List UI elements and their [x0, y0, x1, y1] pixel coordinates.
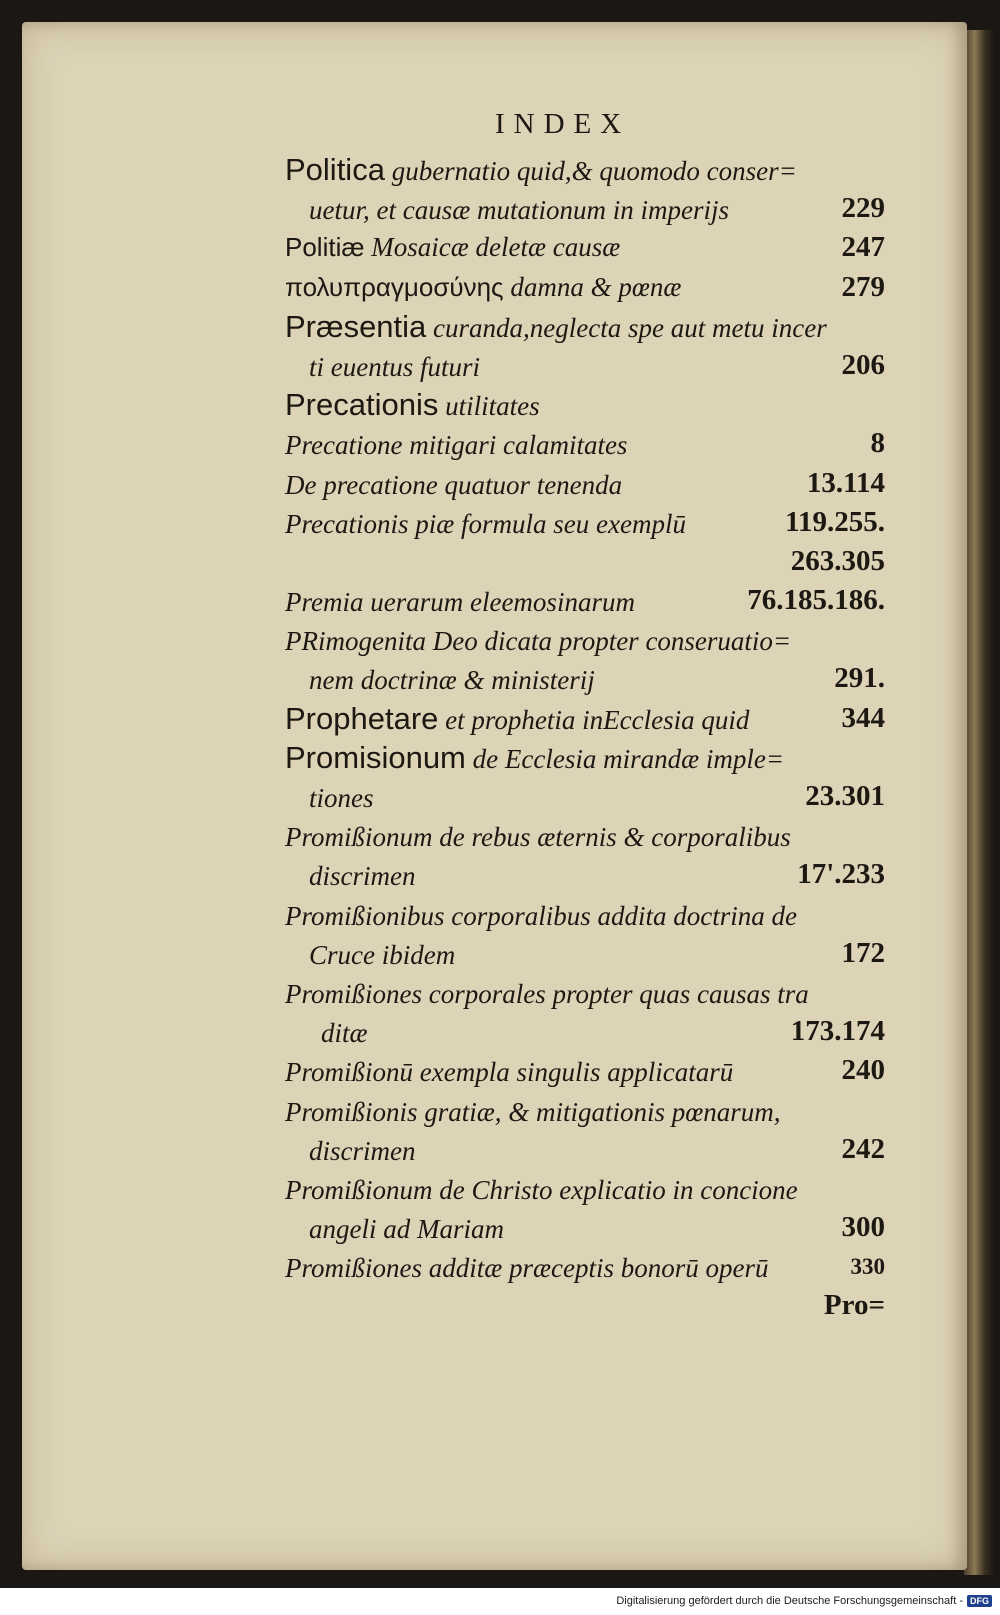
catchword: Pro= [823, 1289, 885, 1322]
index-line [285, 542, 885, 581]
entry-lead: Precationis [285, 387, 439, 423]
entry-page-number: 330 [850, 1254, 885, 1280]
entry-text: de Ecclesia mirandæ imple= [465, 743, 785, 774]
entry-lead: Præsentia [285, 308, 427, 344]
entry-page-number: 240 [841, 1054, 885, 1087]
entry-text: De precatione quatuor tenenda [285, 469, 623, 500]
entry-text: Promißionibus corporalibus addita doctrina de [285, 900, 797, 931]
entry-text: discrimen [309, 1135, 416, 1166]
dfg-logo-icon: DFG [967, 1595, 992, 1607]
index-line [285, 503, 885, 542]
entry-text: damna & pœnæ [503, 271, 682, 302]
entry-text: Precatione mitigari calamitates [285, 430, 628, 461]
index-line [285, 1012, 885, 1051]
index-line [285, 268, 885, 307]
index-line [285, 895, 885, 934]
entry-text: Promißionis gratiæ, & mitigationis pœnarum, [285, 1096, 781, 1127]
index-line [285, 699, 885, 738]
entry-page-number: 13.114 [806, 466, 885, 499]
index-line [285, 934, 885, 973]
index-line [285, 738, 885, 777]
footer-text: Digitalisierung gefördert durch die Deutsche Forschungsgemeinschaft - [616, 1595, 963, 1607]
entry-lead: Politica [285, 152, 385, 187]
entry-text: gubernatio quid,& quomodo conser= [384, 156, 797, 186]
entry-page-number: 8 [870, 427, 885, 460]
entry-text: Promißiones corporales propter quas causas tra [285, 978, 809, 1009]
index-entries [285, 150, 885, 1326]
index-line [285, 1247, 885, 1286]
entry-text: Promißionum de Christo explicatio in concione [285, 1174, 798, 1205]
entry-text: curanda,neglecta spe aut metu incer [426, 312, 827, 343]
entry-page-number: 17'.233 [797, 858, 885, 891]
entry-page-number: 242 [841, 1132, 885, 1165]
entry-lead: Prophetare [285, 700, 439, 736]
index-line [285, 385, 885, 424]
index-line [285, 855, 885, 894]
index-line [285, 346, 885, 385]
entry-text: utilitates [438, 391, 540, 422]
entry-text: discrimen [309, 861, 416, 892]
index-line [285, 228, 885, 267]
entry-lead: Promisionum [285, 739, 466, 775]
index-line [285, 581, 885, 620]
entry-page-number: 173.174 [790, 1015, 885, 1048]
entry-page-number: 172 [841, 936, 885, 969]
entry-text: tiones [309, 783, 374, 813]
index-line [285, 1130, 885, 1169]
entry-page-number: 300 [841, 1211, 885, 1244]
index-line [285, 189, 885, 228]
entry-page-number: 206 [841, 348, 885, 381]
index-line [285, 777, 885, 816]
entry-text: uetur, et causæ mutationum in imperijs [309, 195, 729, 226]
entry-text: ti euentus futuri [309, 351, 480, 382]
index-line [285, 1169, 885, 1208]
entry-text: Cruce ibidem [309, 939, 456, 970]
index-line [285, 150, 885, 189]
entry-page-number: 344 [841, 701, 885, 734]
entry-text: nem doctrinæ & ministerij [309, 665, 595, 696]
entry-page-number: 247 [841, 231, 885, 264]
index-line [285, 307, 885, 346]
entry-page-number: 291. [834, 662, 885, 695]
entry-text: PRimogenita Deo dicata propter conseruatio= [285, 626, 792, 657]
entry-text: Mosaicæ deletæ causæ [364, 232, 621, 263]
entry-page-number: 119.255. [785, 505, 885, 538]
entry-text: et prophetia inEcclesia quid [438, 704, 750, 735]
entry-page-number: 23.301 [805, 780, 885, 812]
entry-text: ditæ [321, 1018, 368, 1049]
index-line [285, 620, 885, 659]
entry-text: Promißionū exempla singulis applicatarū [285, 1057, 734, 1088]
index-line [285, 973, 885, 1012]
entry-page-number: 279 [841, 270, 885, 303]
entry-page-number: 229 [841, 192, 885, 225]
index-line [285, 659, 885, 698]
index-line [285, 1051, 885, 1090]
page-header: INDEX [495, 108, 631, 140]
digitization-footer [616, 1591, 992, 1611]
index-line [285, 424, 885, 463]
entry-text: Promißiones additæ præceptis bonorū operū [285, 1253, 769, 1284]
entry-text: Promißionum de rebus æternis & corporalibus [285, 822, 791, 853]
index-line [285, 1286, 885, 1325]
entry-lead: πολυπραγμοσύνης [285, 271, 504, 302]
index-line [285, 1208, 885, 1247]
index-line [285, 1091, 885, 1130]
entry-text: angeli ad Mariam [309, 1214, 504, 1245]
index-line [285, 816, 885, 855]
entry-text: Precationis piæ formula seu exemplū [285, 508, 686, 539]
entry-text: Premia uerarum eleemosinarum [285, 587, 635, 618]
index-line [285, 464, 885, 503]
book-spine [964, 30, 994, 1575]
entry-page-number: 263.305 [790, 544, 885, 577]
entry-page-number: 76.185.186. [747, 584, 885, 617]
entry-lead: Politiæ [285, 232, 365, 263]
